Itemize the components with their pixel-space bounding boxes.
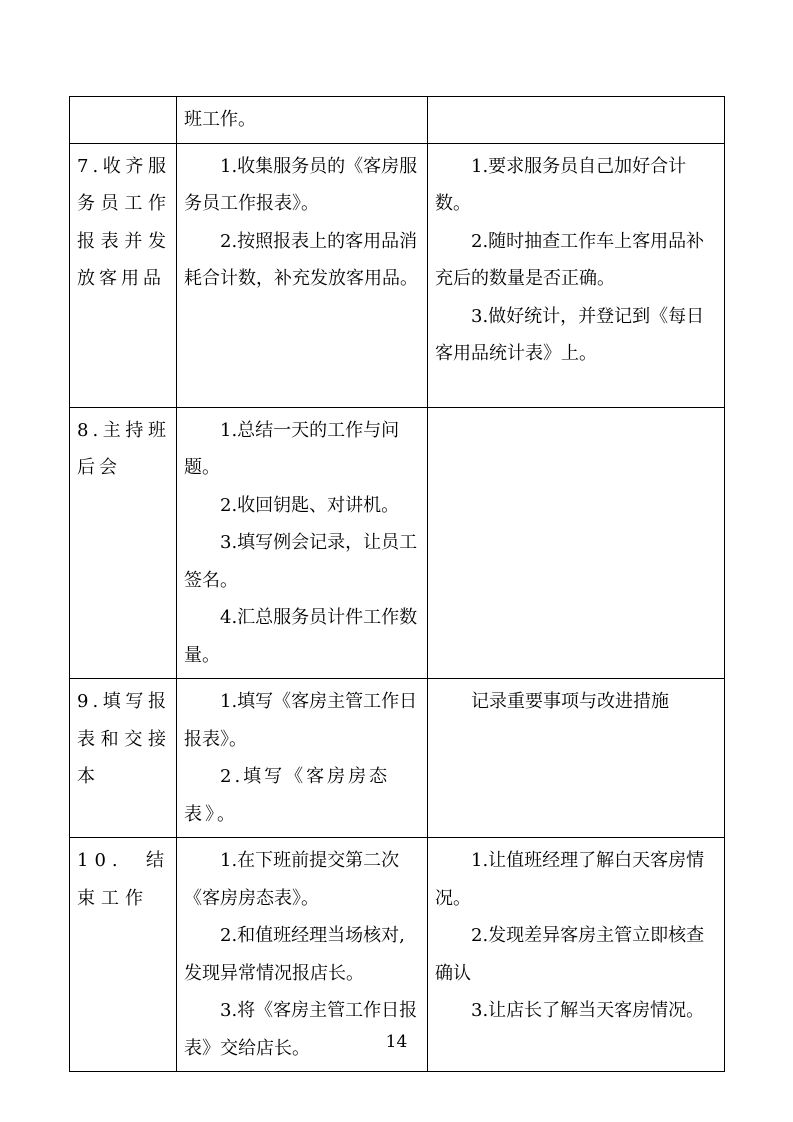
notes-cell xyxy=(428,97,725,144)
note-item: 2.随时抽查工作车上客用品补充后的数量是否正确。 xyxy=(435,230,705,289)
table-row xyxy=(70,407,725,679)
action-item: 2.收回钥匙、对讲机。 xyxy=(220,494,400,516)
action-item: 2.填写《客房房态表》。 xyxy=(184,766,391,825)
action-item: 1.填写《客房主管工作日报表》。 xyxy=(184,691,418,750)
step-text: 8.主持班后会 xyxy=(77,419,170,478)
actions-cell xyxy=(177,679,428,838)
step-text: 10.结束工作 xyxy=(77,850,170,909)
note-item: 记录重要事项与改进措施 xyxy=(471,691,669,712)
note-item: 3.做好统计，并登记到《每日客用品统计表》上。 xyxy=(435,305,705,364)
step-cell xyxy=(70,97,177,144)
note-item: 2.发现差异客房主管立即核查确认 xyxy=(435,925,705,984)
action-item: 1.总结一天的工作与问题。 xyxy=(184,419,400,478)
action-item: 2.和值班经理当场核对,发现异常情况报店长。 xyxy=(184,925,405,984)
notes-cell xyxy=(428,143,725,407)
step-text: 9.填写报表和交接本 xyxy=(77,691,170,787)
action-item: 班工作。 xyxy=(184,109,256,130)
step-cell xyxy=(70,143,177,407)
table-row xyxy=(70,97,725,144)
table-row xyxy=(70,679,725,838)
step-cell xyxy=(70,407,177,679)
actions-cell xyxy=(177,97,428,144)
note-item: 1.让值班经理了解白天客房情况。 xyxy=(435,850,705,909)
action-item: 2.按照报表上的客用品消耗合计数，补充发放客用品。 xyxy=(184,230,418,289)
note-item: 3.让店长了解当天客房情况。 xyxy=(471,1000,705,1021)
actions-cell xyxy=(177,407,428,679)
action-item: 4.汇总服务员计件工作数量。 xyxy=(184,607,418,666)
action-item: 3.填写例会记录，让员工签名。 xyxy=(184,532,418,591)
notes-cell xyxy=(428,407,725,679)
action-item: 3.将《客房主管工作日报表》交给店长。 xyxy=(184,1000,418,1059)
note-item: 1.要求服务员自己加好合计数。 xyxy=(435,155,687,214)
action-item: 1.在下班前提交第二次《客房房态表》。 xyxy=(184,850,400,909)
step-text: 7.收齐服务员工作报表并发放客用品 xyxy=(77,155,170,289)
procedure-table xyxy=(69,96,725,1072)
actions-cell xyxy=(177,143,428,407)
step-cell xyxy=(70,679,177,838)
action-item: 1.收集服务员的《客房服务员工作报表》。 xyxy=(184,155,418,214)
table-row xyxy=(70,143,725,407)
page-number: 14 xyxy=(385,1032,408,1052)
notes-cell xyxy=(428,679,725,838)
